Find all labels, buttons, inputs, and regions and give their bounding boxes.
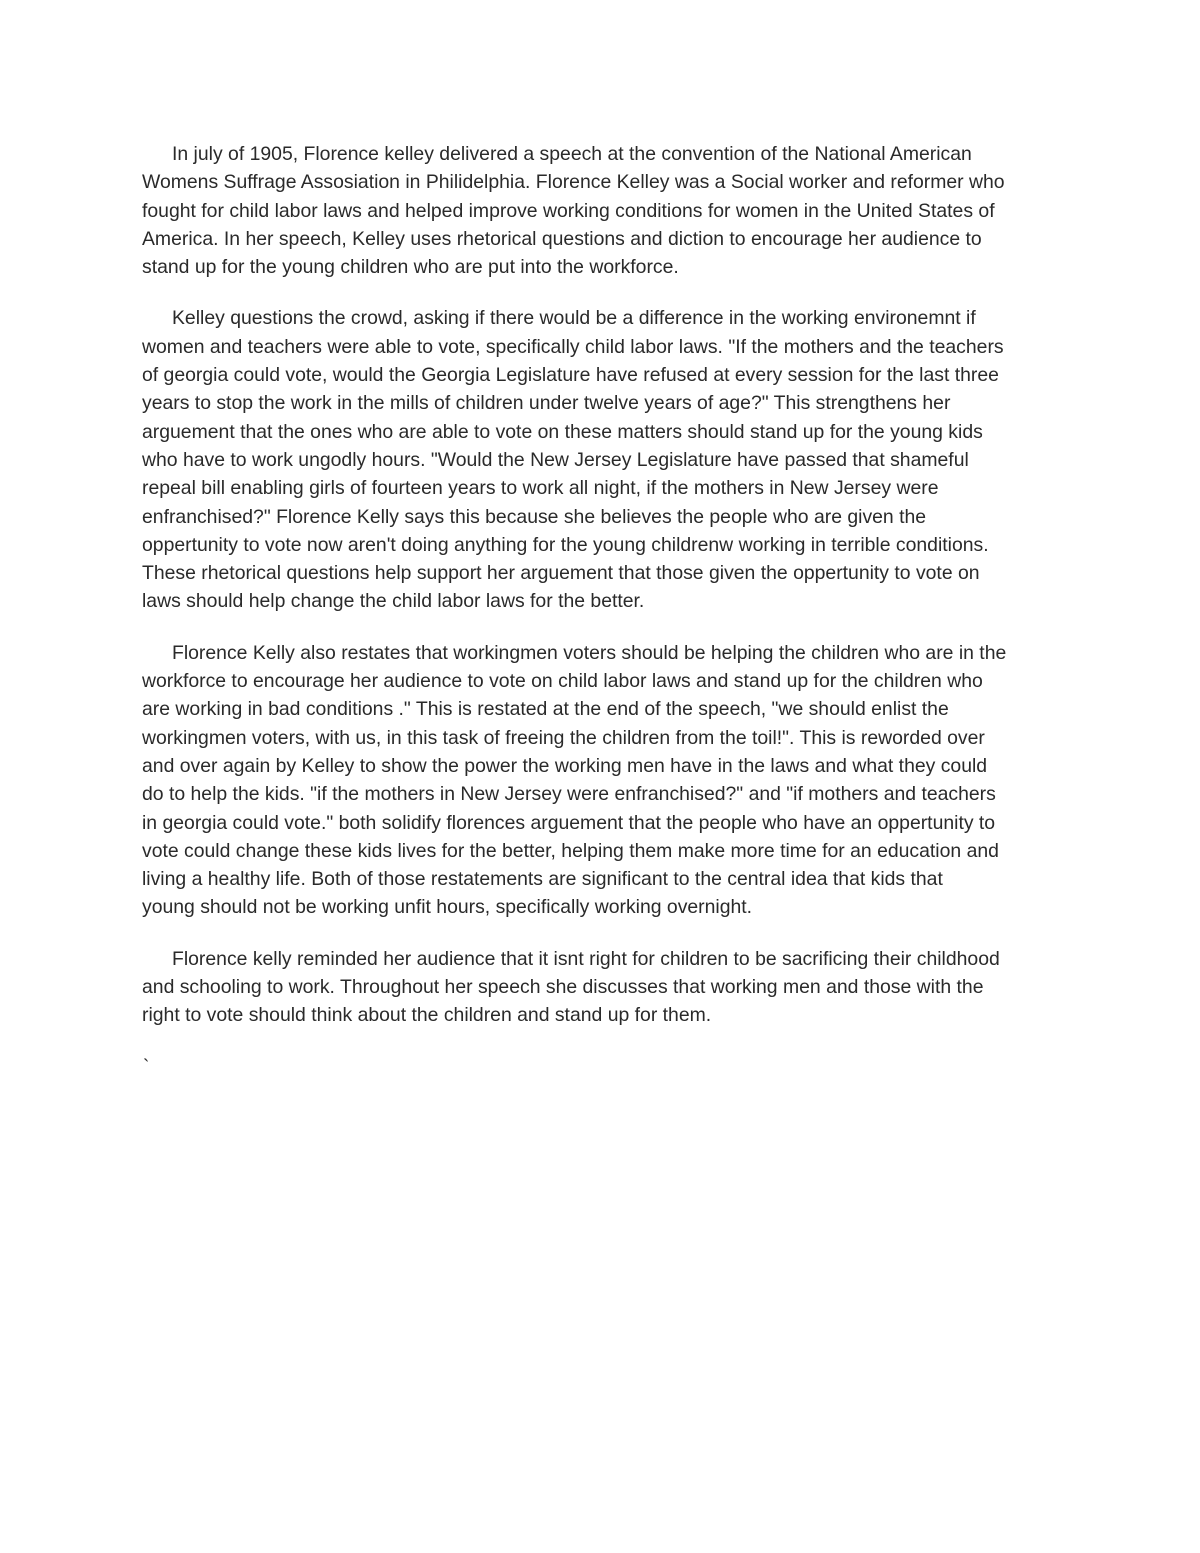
paragraph-restatement: Florence Kelly also restates that workingmen voters should be helping the children who are in the workforce to encourage her audience to vote on child labor laws and stand up for the children who are working in bad conditions ." This is restated at the end of the speech, "we should enlist the workingmen voters, with us, in this task of freeing the children from the toil!". This is reworded over and over again by Kelley to show the power the working men have in the laws and what they could do to help the kids. "if the mothers in New Jersey were enfranchised?" and "if mothers and teachers in georgia could vote." both solidify florences arguement that the people who have an oppertunity to vote could change these kids lives for the better, helping them make more time for an education and living a healthy life. Both of those restatements are significant to the central idea that kids that young should not be working unfit hours, specifically working overnight. [142, 641, 1007, 919]
essay-body [142, 140, 1060, 1053]
paragraph-rhetorical-questions: Kelley questions the crowd, asking if there would be a difference in the working environemnt if women and teachers were able to vote, specifically child labor laws. "If the mothers and the teachers of georgia could vote, would the Georgia Legislature have refused at every session for the last three years to stop the work in the mills of children under twelve years of age?" This strengthens her arguement that the ones who are able to vote on these matters should stand up for the young kids who have to work ungodly hours. "Would the New Jersey Legislature have passed that shameful repeal bill enabling girls of fourteen years to work all night, if the mothers in New Jersey were enfranchised?" Florence Kelly says this because she believes the people who are given the oppertunity to vote now aren't doing anything for the young childrenw working in terrible conditions. These rhetorical questions help support her arguement that those given the oppertunity to vote on laws should help change the child labor laws for the better. [142, 307, 1004, 613]
paragraph-conclusion: Florence kelly reminded her audience that it isnt right for children to be sacrificing their childhood and schooling to work. Throughout her speech she discusses that working men and those with the right to vote should think about the children and stand up for them. [142, 947, 1000, 1027]
trailing-mark: ` [143, 1057, 150, 1078]
paragraph-introduction: In july of 1905, Florence kelley delivered a speech at the convention of the National American Womens Suffrage Assosiation in Philidelphia. Florence Kelley was a Social worker and reformer who fought for child labor laws and helped improve working conditions for women in the United States of America. In her speech, Kelley uses rhetorical questions and diction to encourage her audience to stand up for the young children who are put into the workforce. [142, 143, 1005, 279]
